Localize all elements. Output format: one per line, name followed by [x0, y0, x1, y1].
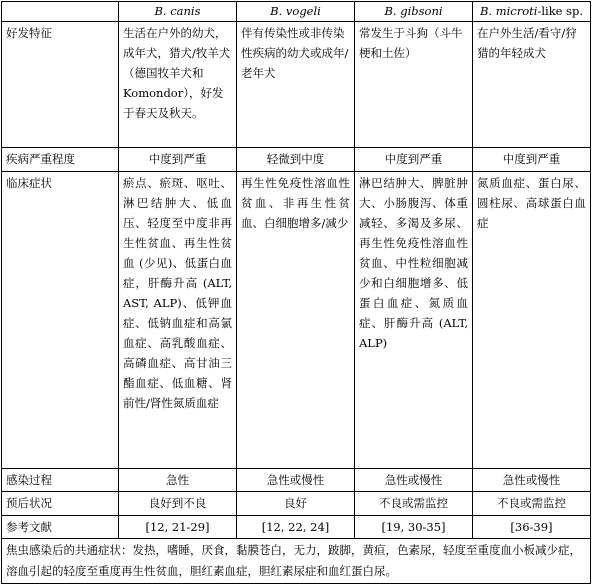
- cell-severity-3: 中度到严重: [355, 148, 473, 171]
- cell-prognosis-4: 不良或需监控: [473, 492, 591, 515]
- row-label-severity: 疾病严重程度: [2, 148, 119, 171]
- row-severity: [2, 148, 591, 171]
- footnote-text: 焦虫感染后的共通症状：发热，嗜睡，厌食，黏膜苍白，无力，跛脚，黄疸，色素尿，轻度至重度血小板减少症，溶血引起的轻度至重度再生性贫血，胆红素血症，胆红素尿症和血红蛋白尿。: [2, 539, 591, 584]
- cell-clinical-signs-4: 氮质血症、蛋白尿、圆柱尿、高球蛋白血症: [473, 171, 591, 468]
- cell-infection-course-2: 急性或慢性: [237, 468, 355, 491]
- cell-references-4: [36-39]: [473, 515, 591, 538]
- header-corner-cell: [2, 2, 119, 22]
- header-species-b-vogeli: B. vogeli: [237, 2, 355, 22]
- header-row: [2, 2, 591, 22]
- header-species-b-microti-like: B. microti-like sp.: [473, 2, 591, 22]
- row-label-clinical-signs: 临床症状: [2, 171, 119, 468]
- cell-references-2: [12, 22, 24]: [237, 515, 355, 538]
- row-references: [2, 515, 591, 538]
- cell-predilection-1: 生活在户外的幼犬，成年犬，猎犬/牧羊犬（德国牧羊犬和 Komondor），好发于春天及秋天。: [119, 22, 237, 148]
- cell-references-3: [19, 30-35]: [355, 515, 473, 538]
- row-clinical-signs: [2, 171, 591, 468]
- cell-clinical-signs-2: 再生性免疫性溶血性贫血、非再生性贫血、白细胞增多/减少: [237, 171, 355, 468]
- cell-severity-4: 中度到严重: [473, 148, 591, 171]
- cell-infection-course-1: 急性: [119, 468, 237, 491]
- row-prognosis: [2, 492, 591, 515]
- row-label-infection-course: 感染过程: [2, 468, 119, 491]
- cell-infection-course-4: 急性或慢性: [473, 468, 591, 491]
- row-label-references: 参考文献: [2, 515, 119, 538]
- cell-infection-course-3: 急性或慢性: [355, 468, 473, 491]
- cell-references-1: [12, 21-29]: [119, 515, 237, 538]
- cell-predilection-2: 伴有传染性或非传染性疾病的幼犬或成年/老年犬: [237, 22, 355, 148]
- row-label-prognosis: 预后状况: [2, 492, 119, 515]
- cell-prognosis-2: 良好: [237, 492, 355, 515]
- header-species-b-canis: B. canis: [119, 2, 237, 22]
- cell-prognosis-1: 良好到不良: [119, 492, 237, 515]
- header-species-b-gibsoni: B. gibsoni: [355, 2, 473, 22]
- cell-predilection-3: 常发生于斗狗（斗牛梗和土佐）: [355, 22, 473, 148]
- cell-clinical-signs-3: 淋巴结肿大、脾脏肿大、小肠腹泻、体重减轻、多渴及多尿、再生性免疫性溶血性贫血、中性粒细胞减少和白细胞增多、低蛋白血症、氮质血症、肝酶升高 (ALT, ALP): [355, 171, 473, 468]
- footnote-row: [2, 539, 591, 584]
- row-label-predilection: 好发特征: [2, 22, 119, 148]
- cell-clinical-signs-1: 瘀点、瘀斑、呕吐、淋巴结肿大、低血压、轻度至中度非再生性贫血、再生性贫血 (少见)、低蛋白血症，肝酶升高 (ALT, AST, ALP)、低钾血症、低钠血症和高氯血症、高乳酸血症、高磷血症、高甘油三酯血症、低血糖、肾前性/肾性氮质血症: [119, 171, 237, 468]
- row-infection-course: [2, 468, 591, 491]
- cell-severity-1: 中度到严重: [119, 148, 237, 171]
- table-body: [2, 22, 591, 539]
- cell-predilection-4: 在户外生活/看守/狩猎的年轻成犬: [473, 22, 591, 148]
- comparison-table: [1, 1, 591, 584]
- row-predilection: [2, 22, 591, 148]
- cell-prognosis-3: 不良或需监控: [355, 492, 473, 515]
- cell-severity-2: 轻微到中度: [237, 148, 355, 171]
